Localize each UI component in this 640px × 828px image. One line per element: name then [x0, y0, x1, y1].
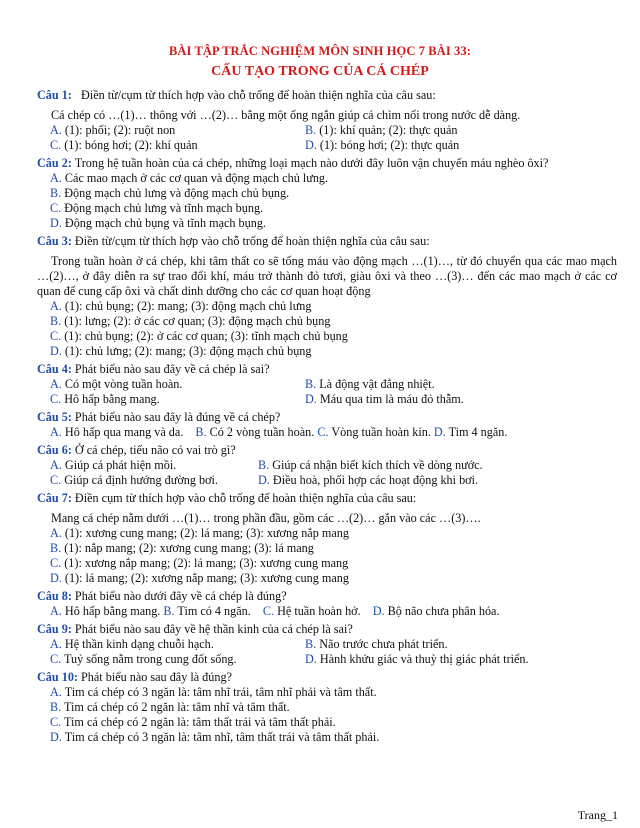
- option-c: C. Hệ tuần hoàn hở.: [262, 604, 361, 618]
- question-text: Phát biểu nào sau đây về cá chép là sai?: [74, 362, 270, 376]
- question-number: Câu 10:: [37, 670, 78, 684]
- option-d: D. Hành khứu giác và thuỳ thị giác phát triển.: [305, 652, 529, 666]
- question-text: Điền cụm từ thích hợp vào chỗ trống để hoàn thiện nghĩa của câu sau:: [74, 491, 417, 505]
- option-b: B. (1): khí quản; (2): thực quản: [305, 123, 458, 137]
- question-3: [37, 234, 617, 359]
- question-number: Câu 9:: [37, 622, 72, 636]
- option-d: D. Tim 4 ngăn.: [433, 425, 508, 439]
- option-b: B. Não trước chưa phát triển.: [305, 637, 448, 651]
- option-d: D. Máu qua tim là máu đỏ thẫm.: [305, 392, 464, 406]
- option-c: C. Hô hấp bằng mang.: [50, 392, 160, 406]
- option-b: B. (1): nắp mang; (2): xương cung mang; (3): lá mang: [50, 541, 314, 555]
- option-b: B. Là động vật đẳng nhiệt.: [305, 377, 435, 391]
- option-c: C. (1): bóng hơi; (2): khí quản: [50, 138, 198, 152]
- question-5: [37, 410, 617, 440]
- question-6: [37, 443, 617, 488]
- option-b: B. Có 2 vòng tuần hoàn.: [195, 425, 315, 439]
- option-a: A. Tim cá chép có 3 ngăn là: tâm nhĩ trái, tâm nhĩ phải và tâm thất.: [50, 685, 377, 699]
- option-a: A. Các mao mạch ở các cơ quan và động mạch chủ lưng.: [50, 171, 329, 185]
- option-c: C. Giúp cá định hướng đường bơi.: [50, 473, 218, 487]
- question-text: Điền từ/cụm từ thích hợp vào chỗ trống để hoàn thiện nghĩa của câu sau:: [74, 234, 430, 248]
- question-10: [37, 670, 617, 745]
- question-stem: Cá chép có …(1)… thông với …(2)… bằng một ống ngắn giúp cá chìm nổi trong nước dễ dàng.: [51, 108, 521, 122]
- option-c: C. Động mạch chủ lưng và tĩnh mạch bụng.: [50, 201, 264, 215]
- option-b: B. Động mạch chủ lưng và động mạch chủ bụng.: [50, 186, 290, 200]
- question-2: [37, 156, 617, 231]
- question-text: Trong hệ tuần hoàn của cá chép, những loại mạch nào dưới đây luôn vận chuyển máu nghèo ôxi?: [74, 156, 549, 170]
- question-text: Phát biểu nào dưới đây về cá chép là đúng?: [74, 589, 287, 603]
- option-b: B. Tim cá chép có 2 ngăn là: tâm nhĩ và tâm thất.: [50, 700, 290, 714]
- option-d: D. Điều hoà, phối hợp các hoạt động khi bơi.: [258, 473, 479, 487]
- option-c: C. (1): chủ bụng; (2): ở các cơ quan; (3): tĩnh mạch chủ bụng: [50, 329, 348, 343]
- question-number: Câu 1:: [37, 88, 72, 102]
- document-subtitle: CẤU TẠO TRONG CỦA CÁ CHÉP: [211, 64, 429, 79]
- option-d: D. (1): bóng hơi; (2): thực quản: [305, 138, 460, 152]
- question-text: Điền từ/cụm từ thích hợp vào chỗ trống để hoàn thiện nghĩa của câu sau:: [81, 88, 436, 102]
- question-7: [37, 491, 617, 586]
- question-8: [37, 589, 617, 619]
- document-title: BÀI TẬP TRẮC NGHIỆM MÔN SINH HỌC 7 BÀI 33:: [168, 44, 472, 58]
- option-d: D. Động mạch chủ bụng và tĩnh mạch bụng.: [50, 216, 266, 230]
- question-number: Câu 7:: [37, 491, 72, 505]
- option-a: A. (1): xương cung mang; (2): lá mang; (3): xương nắp mang: [50, 526, 349, 540]
- question-stem: Trong tuần hoàn ở cá chép, khi tâm thất co sẽ tống máu vào động mạch …(1)…, từ đó chuyển qua các mao mạch …(2)…, ở đây diễn ra sự trao đổi khí, máu trở thành đỏ tươi, giàu ôxi và theo …(3)… đến các mao mạch ở các cơ quan để cung cấp ôxi và chất dinh dưỡng cho các cơ quan hoạt động: [37, 254, 617, 298]
- option-d: D. (1): lá mang; (2): xương nắp mang; (3): xương cung mang: [50, 571, 349, 585]
- question-1: [37, 88, 617, 153]
- question-text: Phát biểu nào sau đây là đúng?: [81, 670, 232, 684]
- question-number: Câu 2:: [37, 156, 72, 170]
- option-a: A. Hệ thần kinh dạng chuỗi hạch.: [50, 637, 214, 651]
- option-b: B. Giúp cá nhận biết kích thích về dòng nước.: [258, 458, 483, 472]
- question-text: Phát biểu nào sau đây về hệ thần kinh của cá chép là sai?: [74, 622, 353, 636]
- question-number: Câu 3:: [37, 234, 72, 248]
- option-d: D. (1): chủ lưng; (2): mang; (3): động mạch chủ bụng: [50, 344, 312, 358]
- question-9: [37, 622, 617, 667]
- option-b: B. Tim có 4 ngăn.: [163, 604, 251, 618]
- question-stem: Mang cá chép nằm dưới …(1)… trong phần đầu, gồm các …(2)… gắn vào các …(3)….: [51, 511, 481, 525]
- question-4: [37, 362, 617, 407]
- question-number: Câu 5:: [37, 410, 72, 424]
- page-number: Trang_1: [577, 808, 618, 822]
- option-a: A. (1): phổi; (2): ruột non: [50, 123, 176, 137]
- option-b: B. (1): lưng; (2): ở các cơ quan; (3): động mạch chủ bụng: [50, 314, 331, 328]
- option-c: C. Tim cá chép có 2 ngăn là: tâm thất trái và tâm thất phải.: [50, 715, 336, 729]
- option-d: D. Tim cá chép có 3 ngăn là: tâm nhĩ, tâm thất trái và tâm thất phải.: [50, 730, 380, 744]
- question-text: Ở cá chép, tiểu não có vai trò gì?: [74, 443, 236, 457]
- option-c: C. Vòng tuần hoàn kín.: [317, 425, 431, 439]
- question-number: Câu 6:: [37, 443, 72, 457]
- question-number: Câu 8:: [37, 589, 72, 603]
- option-a: A. (1): chủ bụng; (2): mang; (3): động mạch chủ lưng: [50, 299, 312, 313]
- option-c: C. Tuỷ sống nằm trong cung đốt sống.: [50, 652, 237, 666]
- option-d: D. Bộ não chưa phân hóa.: [372, 604, 500, 618]
- option-a: A. Giúp cá phát hiện mồi.: [50, 458, 177, 472]
- option-a: A. Có một vòng tuần hoàn.: [50, 377, 183, 391]
- option-c: C. (1): xương nắp mang; (2): lá mang; (3): xương cung mang: [50, 556, 349, 570]
- question-list: [37, 88, 617, 745]
- option-a: A. Hô hấp qua mang và da.: [50, 425, 184, 439]
- question-text: Phát biểu nào sau đây là đúng về cá chép?: [74, 410, 281, 424]
- question-number: Câu 4:: [37, 362, 72, 376]
- option-a: A. Hô hấp bằng mang.: [50, 604, 161, 618]
